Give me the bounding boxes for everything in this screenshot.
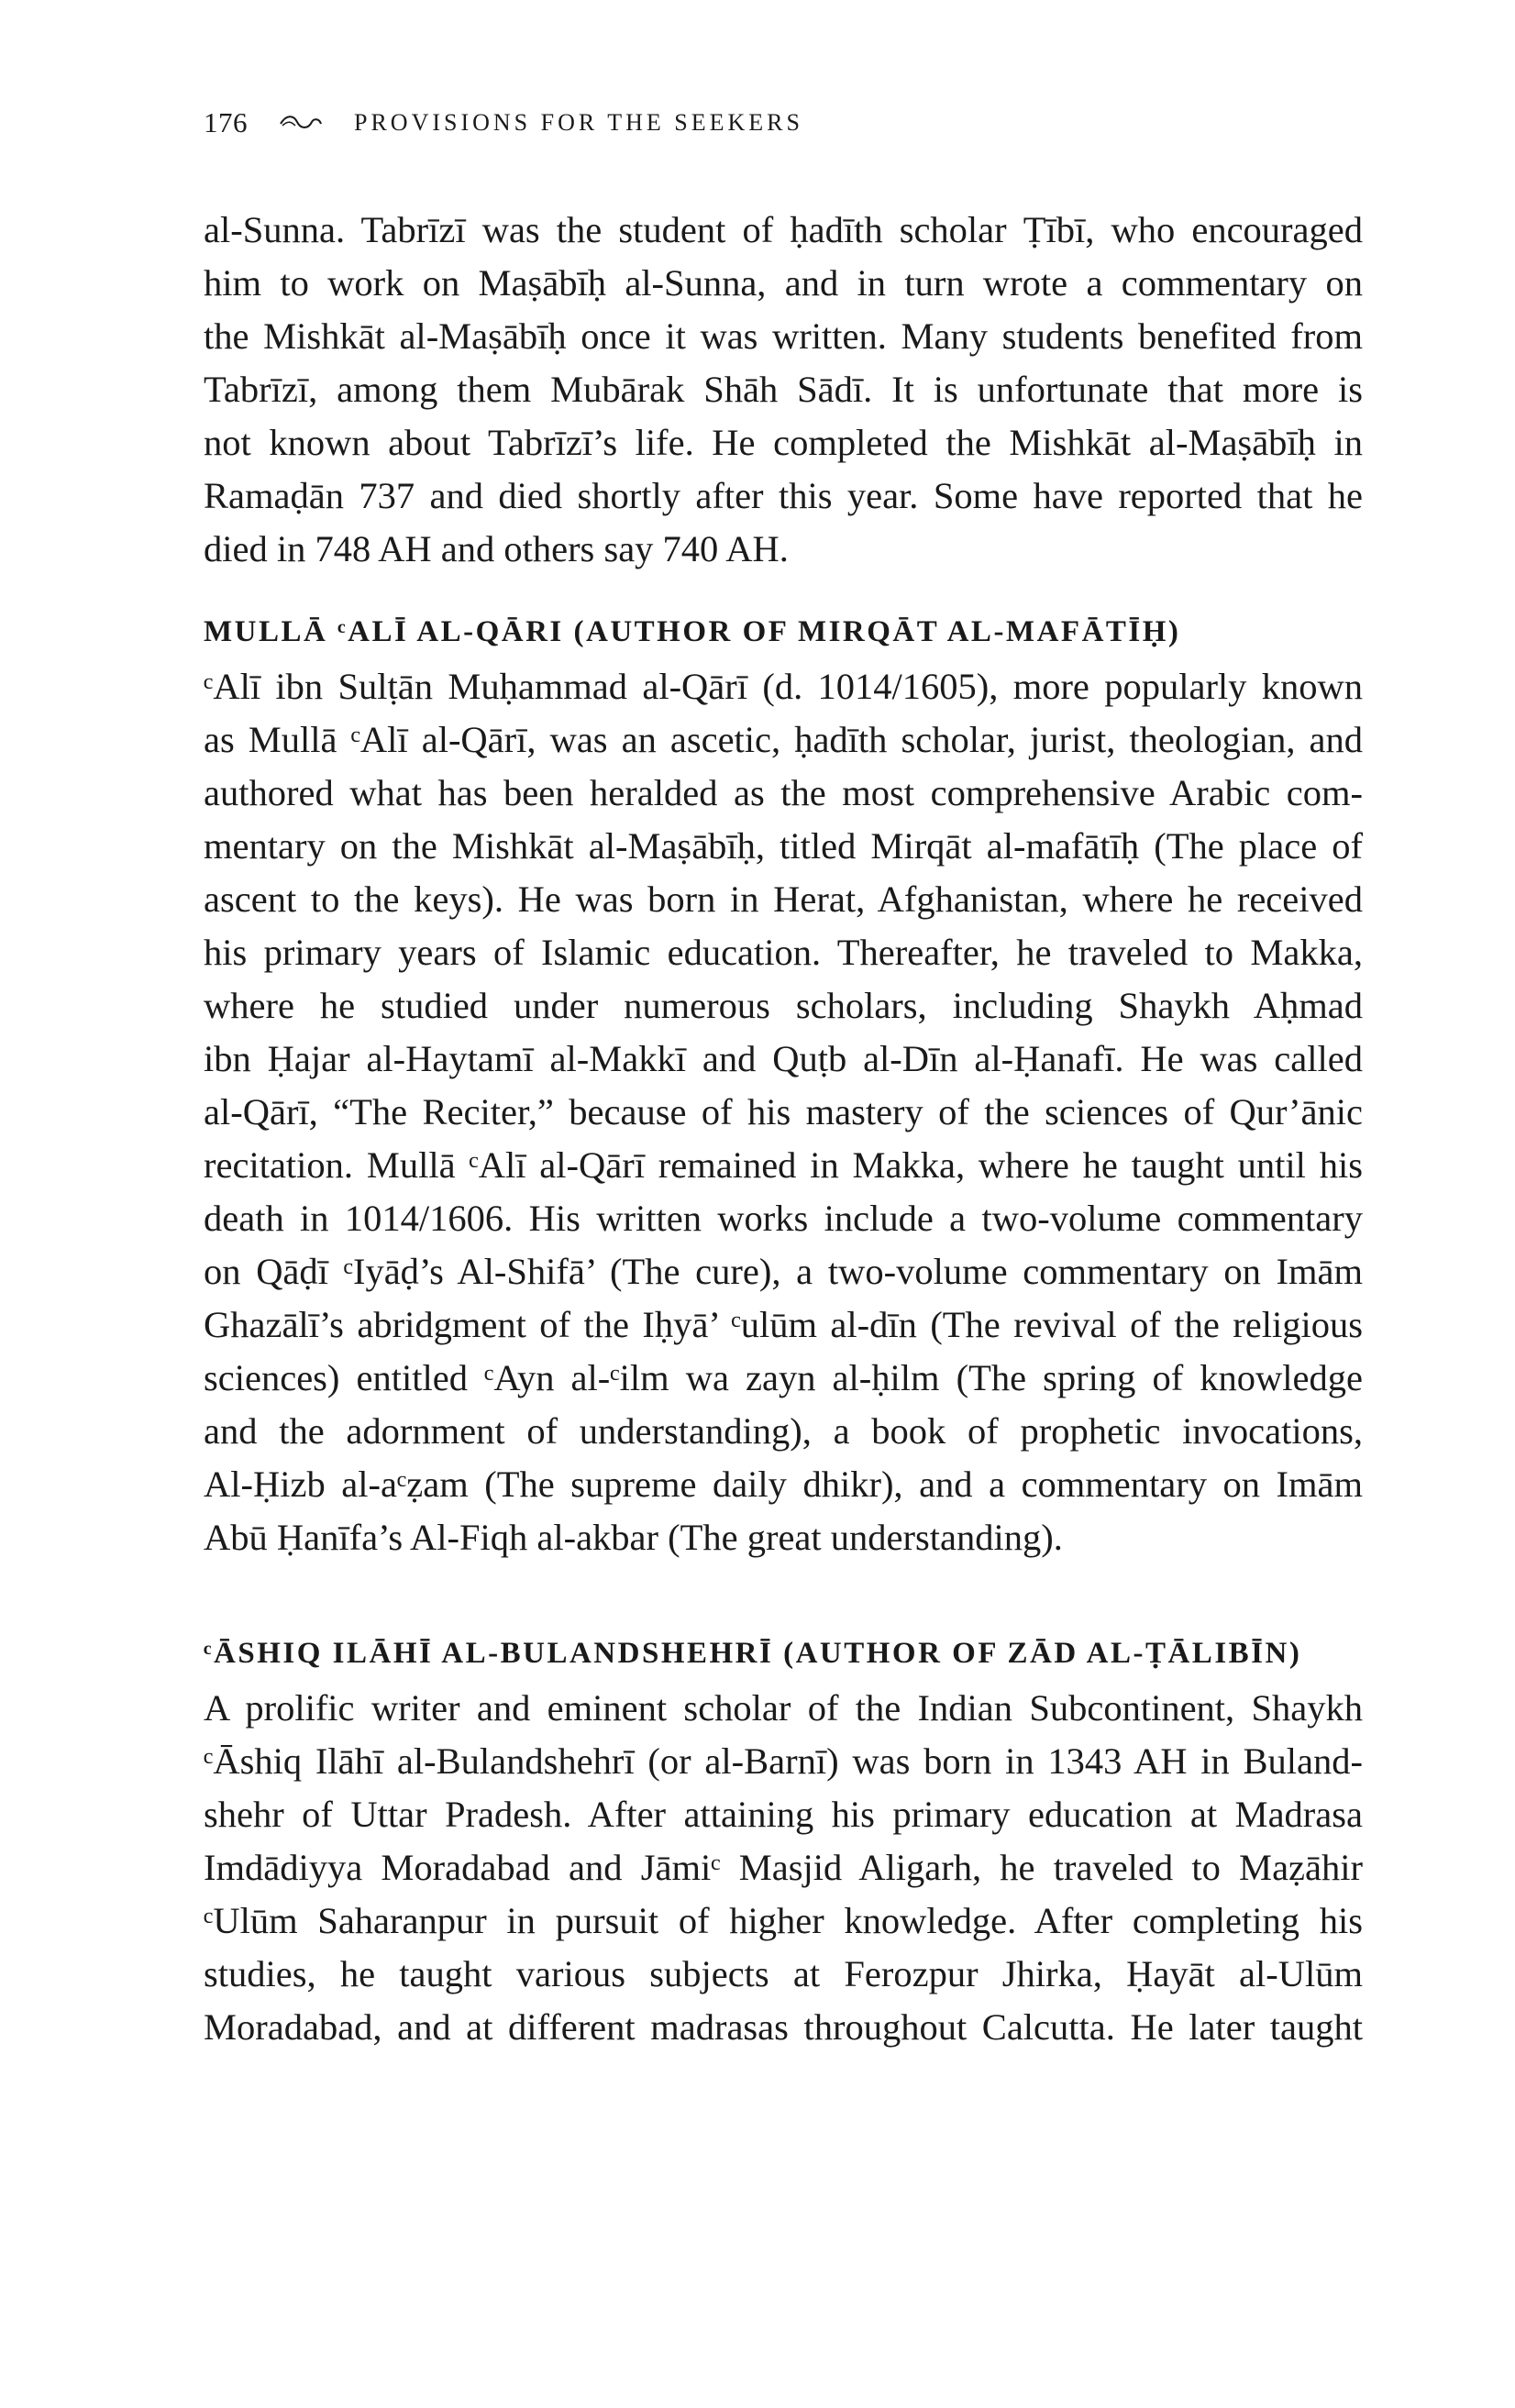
page-number: 176	[204, 106, 248, 138]
text-line: Ghazālī’s abridgment of the Iḥyā’ ᶜulūm al-dīn (The revival of the religious	[204, 1304, 1363, 1345]
text-line: Moradabad, and at different madrasas throughout Calcutta. He later taught	[204, 2006, 1363, 2048]
text-line: his primary years of Islamic education. Thereafter, he traveled to Makka,	[204, 932, 1363, 973]
section-heading: MULLĀ ᶜALĪ AL-QĀRI (AUTHOR OF MIRQĀT AL-MAFĀTĪḤ)	[204, 615, 1181, 648]
text-line: al-Sunna. Tabrīzī was the student of ḥadīth scholar Ṭībī, who encouraged	[204, 209, 1363, 250]
text-line: on Qāḍī ᶜIyāḍ’s Al-Shifā’ (The cure), a two-volume commentary on Imām	[204, 1251, 1363, 1292]
text-line: Ramaḍān 737 and died shortly after this year. Some have reported that he	[204, 475, 1363, 516]
text-line: Abū Ḥanīfa’s Al-Fiqh al-akbar (The great understanding).	[204, 1517, 1063, 1558]
section-ashiq-ilahi	[204, 1627, 1363, 2054]
text-line: studies, he taught various subjects at Ferozpur Jhirka, Ḥayāt al-Ulūm	[204, 1953, 1363, 1994]
text-line: as Mullā ᶜAlī al-Qārī, was an ascetic, ḥadīth scholar, jurist, theologian, and	[204, 719, 1363, 760]
section-body	[204, 1682, 1363, 2054]
text-line: not known about Tabrīzī’s life. He completed the Mishkāt al-Maṣābīḥ in	[204, 422, 1363, 463]
text-line: Tabrīzī, among them Mubārak Shāh Sādī. It is unfortunate that more is	[204, 369, 1363, 410]
text-line: ibn Ḥajar al-Haytamī al-Makkī and Quṭb al-Dīn al-Ḥanafī. He was called	[204, 1038, 1363, 1079]
running-title: PROVISIONS FOR THE SEEKERS	[354, 109, 803, 136]
section-mulla-ali-al-qari	[204, 605, 1363, 1564]
text-line: died in 748 AH and others say 740 AH.	[204, 528, 789, 569]
text-line: authored what has been heralded as the most comprehensive Arabic com-	[204, 772, 1363, 813]
text-line: ascent to the keys). He was born in Herat, Afghanistan, where he received	[204, 878, 1363, 920]
section-heading: ᶜĀSHIQ ILĀHĪ AL-BULANDSHEHRĪ (AUTHOR OF ZĀD AL-ṬĀLIBĪN)	[204, 1637, 1302, 1670]
ornament-icon	[279, 113, 323, 133]
text-line: Imdādiyya Moradabad and Jāmiᶜ Masjid Aligarh, he traveled to Maẓāhir	[204, 1847, 1363, 1888]
text-line: A prolific writer and eminent scholar of the Indian Subcontinent, Shaykh	[204, 1687, 1363, 1729]
text-line: mentary on the Mishkāt al-Maṣābīḥ, titled Mirqāt al-mafātīḥ (The place of	[204, 825, 1363, 867]
text-line: ᶜĀshiq Ilāhī al-Bulandshehrī (or al-Barnī) was born in 1343 AH in Buland-	[204, 1740, 1363, 1782]
text-line: the Mishkāt al-Maṣābīḥ once it was written. Many students benefited from	[204, 315, 1363, 357]
text-line: al-Qārī, “The Reciter,” because of his mastery of the sciences of Qur’ānic	[204, 1091, 1363, 1132]
text-line: Al-Ḥizb al-aᶜẓam (The supreme daily dhikr), and a commentary on Imām	[204, 1464, 1363, 1505]
text-line: shehr of Uttar Pradesh. After attaining his primary education at Madrasa	[204, 1794, 1363, 1835]
text-line: ᶜAlī ibn Sulṭān Muḥammad al-Qārī (d. 1014/1605), more popularly known	[204, 666, 1363, 707]
text-line: sciences) entitled ᶜAyn al-ᶜilm wa zayn al-ḥilm (The spring of knowledge	[204, 1357, 1363, 1398]
text-line: and the adornment of understanding), a book of prophetic invocations,	[204, 1410, 1363, 1452]
text-line: ᶜUlūm Saharanpur in pursuit of higher knowledge. After completing his	[204, 1900, 1363, 1941]
running-head	[204, 105, 1359, 141]
text-line: him to work on Maṣābīḥ al-Sunna, and in turn wrote a commentary on	[204, 262, 1363, 304]
paragraph-1	[204, 204, 1363, 576]
text-line: recitation. Mullā ᶜAlī al-Qārī remained in Makka, where he taught until his	[204, 1144, 1363, 1186]
section-body	[204, 660, 1363, 1564]
text-line: death in 1014/1606. His written works include a two-volume commentary	[204, 1198, 1363, 1239]
text-line: where he studied under numerous scholars, including Shaykh Aḥmad	[204, 985, 1363, 1026]
